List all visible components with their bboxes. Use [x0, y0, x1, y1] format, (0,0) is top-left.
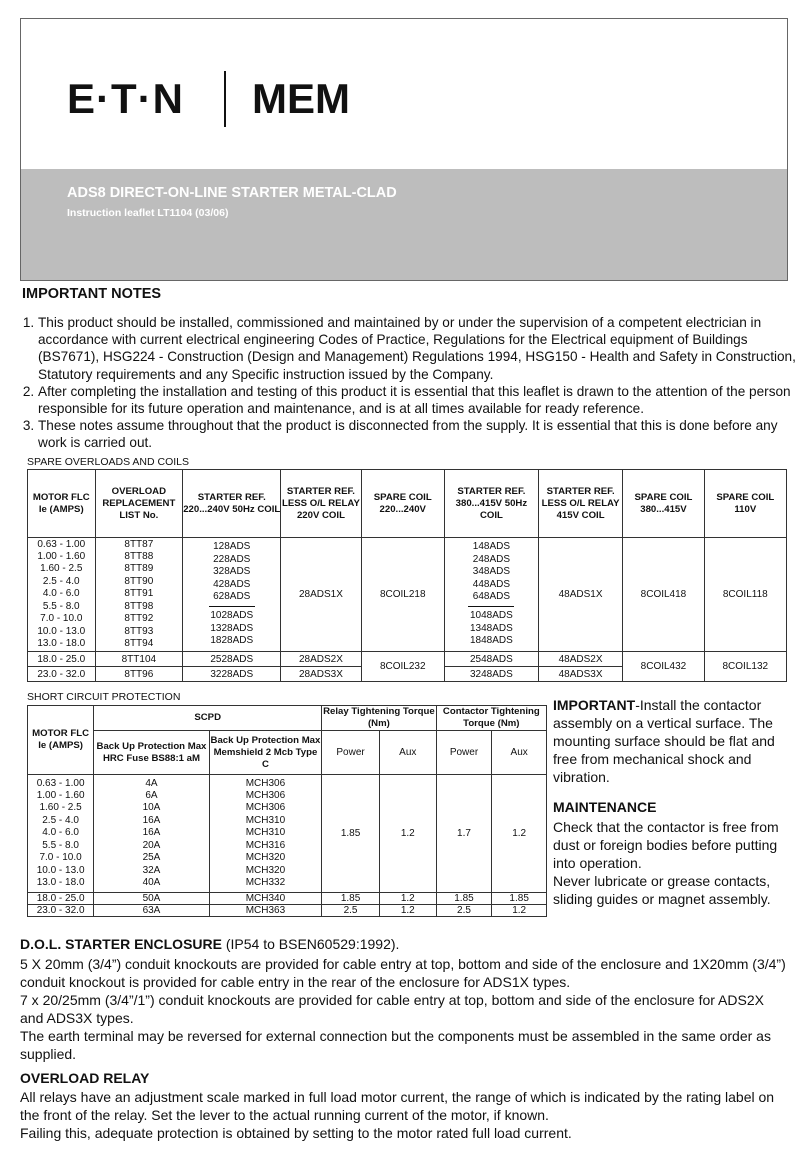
aux-header: Aux: [379, 731, 436, 775]
header-box: [20, 18, 788, 281]
scp-table: [27, 705, 547, 917]
ref240-cell: 128ADS 228ADS 328ADS 428ADS 628ADS 1028ADS 1328ADS 1828ADS: [183, 538, 281, 652]
note-item: 3. These notes assume throughout that the product is disconnected from the supply. It is essential that this is done before any work is carried out.: [38, 417, 804, 451]
relay-power-cell: 2.5: [322, 905, 380, 917]
doc-title: ADS8 DIRECT-ON-LINE STARTER METAL-CLAD: [67, 185, 397, 201]
col-header: STARTER REF. LESS O/L RELAY 220V COIL: [281, 470, 361, 538]
relay-aux-cell: 1.2: [379, 905, 436, 917]
maintenance-text: Check that the contactor is free from dust or foreign bodies before putting into operation. Never lubricate or grease contacts, sliding guides or magnet assembly.: [553, 819, 779, 907]
ref240-cell: 3228ADS: [183, 667, 281, 682]
important-notes-list: [22, 314, 804, 452]
flc-cell: 18.0 - 25.0: [28, 652, 96, 667]
flc-cell: 23.0 - 32.0: [28, 667, 96, 682]
col-header: STARTER REF. 380...415V 50Hz COIL: [444, 470, 538, 538]
less240-cell: 28ADS2X: [281, 652, 361, 667]
note-item: 1. This product should be installed, commissioned and maintained by or under the supervision of a competent electrician in accordance with current electrical engineering Codes of Practice, Regulations for the Electrical equipment of Buildings (BS7671), HSG224 - Construction (Design and Management) Regulations 1994, HSG150 - Health and Safety in Construction, Statutory requirements and any Specific instruction issued by the Company.: [38, 314, 804, 383]
flc-cell: 23.0 - 32.0: [28, 905, 94, 917]
important-label: IMPORTANT: [553, 697, 636, 713]
coil240-cell: 8COIL232: [361, 652, 444, 682]
overload-text: All relays have an adjustment scale marked in full load motor current, the range of which is indicated by the rating label on the front of the relay. Set the lever to the actual running current of the motor, if known. Failing this, adequate protection is obtained by setting to the motor rated full load current.: [20, 1089, 775, 1141]
ref415-cell: 148ADS 248ADS 348ADS 448ADS 648ADS 1048ADS 1348ADS 1848ADS: [444, 538, 538, 652]
flc-cell: 0.63 - 1.00 1.00 - 1.60 1.60 - 2.5 2.5 - 4.0 4.0 - 6.0 5.5 - 8.0 7.0 - 10.0 10.0 - 13.0 13.0 - 18.0: [28, 538, 96, 652]
relay-power-cell: 1.85: [322, 775, 380, 893]
coil415-cell: 8COIL432: [623, 652, 704, 682]
spare-table-caption: SPARE OVERLOADS AND COILS: [27, 456, 190, 468]
col-header: OVERLOAD REPLACEMENT LIST No.: [95, 470, 183, 538]
cont-power-cell: 1.7: [436, 775, 492, 893]
mcb-cell: MCH363: [209, 905, 321, 917]
cont-aux-cell: 1.2: [492, 775, 547, 893]
mcb-header: Back Up Protection Max Memshield 2 Mcb Type C: [209, 731, 321, 775]
relay-power-cell: 1.85: [322, 893, 380, 905]
cont-power-cell: 2.5: [436, 905, 492, 917]
spare-table: [27, 469, 787, 682]
logo: [67, 75, 350, 122]
coil110-cell: 8COIL118: [704, 538, 786, 652]
relay-aux-cell: 1.2: [379, 893, 436, 905]
ref240-cell: 2528ADS: [183, 652, 281, 667]
maintenance-heading: MAINTENANCE: [553, 799, 657, 815]
enclosure-text: 5 X 20mm (3/4”) conduit knockouts are provided for cable entry at top, bottom and side of the enclosure and 1X20mm (3/4”) conduit knockout is provided for cable entry in the rear of the enclosure for ADS1X types. 7 x 20/25mm (3/4”/1”) conduit knockouts are provided for cable entry at top, bottom and side of the enclosure for ADS2X and ADS3X types. The earth terminal may be reversed for external connection but the components must be assembled in the same order as supplied.: [20, 956, 786, 1062]
ref415-cell: 2548ADS: [444, 652, 538, 667]
scp-table-caption: SHORT CIRCUIT PROTECTION: [27, 691, 181, 703]
cont-aux-cell: 1.85: [492, 893, 547, 905]
less415-cell: 48ADS3X: [538, 667, 622, 682]
col-header: SPARE COIL 220...240V: [361, 470, 444, 538]
less415-cell: 48ADS2X: [538, 652, 622, 667]
overload-cell: 8TT87 8TT88 8TT89 8TT90 8TT91 8TT98 8TT92 8TT93 8TT94: [95, 538, 183, 652]
aux-header: Aux: [492, 731, 547, 775]
mcb-cell: MCH340: [209, 893, 321, 905]
power-header: Power: [436, 731, 492, 775]
less240-cell: 28ADS3X: [281, 667, 361, 682]
important-notes-heading: IMPORTANT NOTES: [22, 286, 162, 302]
ref415-cell: 3248ADS: [444, 667, 538, 682]
contactor-header: Contactor Tightening Torque (Nm): [436, 706, 546, 731]
cont-aux-cell: 1.2: [492, 905, 547, 917]
important-text: -Install the contactor assembly on a vertical surface. The mounting surface should be flat and free from mechanical shock and vibration.: [553, 697, 775, 785]
motor-header: MOTOR FLC Ie (AMPS): [28, 706, 94, 775]
title-banner: [21, 169, 787, 280]
enclosure-heading: D.O.L. STARTER ENCLOSURE (IP54 to BSEN60529:1992).: [20, 936, 400, 952]
overload-cell: 8TT104: [95, 652, 183, 667]
cont-power-cell: 1.85: [436, 893, 492, 905]
power-header: Power: [322, 731, 380, 775]
flc-cell: 0.63 - 1.00 1.00 - 1.60 1.60 - 2.5 2.5 - 4.0 4.0 - 6.0 5.5 - 8.0 7.0 - 10.0 10.0 - 13.0 13.0 - 18.0: [28, 775, 94, 893]
scpd-header: SCPD: [94, 706, 322, 731]
fuse-cell: 63A: [94, 905, 210, 917]
col-header: STARTER REF. 220...240V 50Hz COIL: [183, 470, 281, 538]
flc-cell: 18.0 - 25.0: [28, 893, 94, 905]
col-header: STARTER REF. LESS O/L RELAY 415V COIL: [538, 470, 622, 538]
relay-header: Relay Tightening Torque (Nm): [323, 706, 435, 729]
relay-aux-cell: 1.2: [379, 775, 436, 893]
logo-divider: [224, 71, 226, 127]
less415-cell: 48ADS1X: [538, 538, 622, 652]
overload-cell: 8TT96: [95, 667, 183, 682]
fuse-cell: 50A: [94, 893, 210, 905]
coil415-cell: 8COIL418: [623, 538, 704, 652]
fuse-cell: 4A 6A 10A 16A 16A 20A 25A 32A 40A: [94, 775, 210, 893]
mcb-cell: MCH306 MCH306 MCH306 MCH310 MCH310 MCH316 MCH320 MCH320 MCH332: [209, 775, 321, 893]
coil110-cell: 8COIL132: [704, 652, 786, 682]
less240-cell: 28ADS1X: [281, 538, 361, 652]
doc-subtitle: Instruction leaflet LT1104 (03/06): [67, 207, 229, 219]
col-header: SPARE COIL 110V: [704, 470, 786, 538]
note-item: 2. After completing the installation and testing of this product it is essential that this leaflet is drawn to the attention of the person responsible for its future operation and maintenance, and is at all times available for ready reference.: [38, 383, 804, 417]
mem-logo: MEM: [251, 75, 350, 122]
overload-heading: OVERLOAD RELAY: [20, 1070, 150, 1086]
fuse-header: Back Up Protection Max HRC Fuse BS88:1 aM: [94, 731, 210, 775]
important-install-note: [553, 696, 793, 786]
eaton-logo: E·T·N: [67, 75, 184, 122]
col-header: SPARE COIL 380...415V: [623, 470, 704, 538]
col-header: MOTOR FLC Ie (AMPS): [28, 470, 96, 538]
coil240-cell: 8COIL218: [361, 538, 444, 652]
